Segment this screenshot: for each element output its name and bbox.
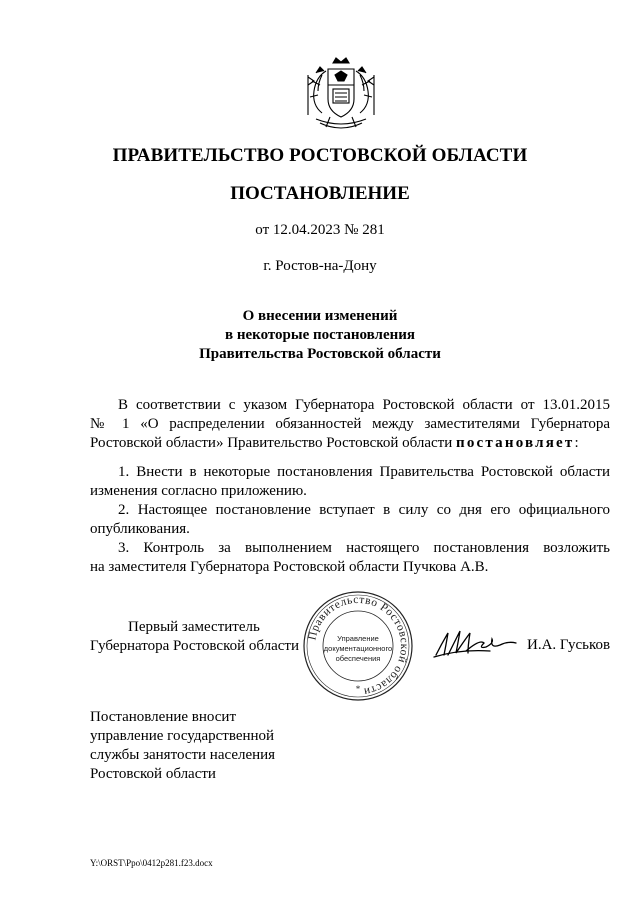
item-line: 2. Настоящее постановление вступает в силу со дня его официального — [118, 502, 610, 518]
introduced-by-line: управление государственной — [90, 728, 275, 744]
file-path: Y:\ORST\Ppo\0412p281.f23.docx — [90, 858, 213, 868]
government-title: ПРАВИТЕЛЬСТВО РОСТОВСКОЙ ОБЛАСТИ — [112, 145, 528, 166]
document-subject — [0, 307, 640, 364]
preamble-line — [90, 434, 610, 453]
introduced-by-block — [90, 708, 275, 784]
seal-inner-line: документационного — [323, 644, 393, 653]
signatory-position — [90, 618, 299, 656]
item-line: изменения согласно приложению. — [90, 483, 307, 499]
resolution-items — [90, 463, 610, 577]
document-date-number: от 12.04.2023 № 281 — [255, 222, 385, 238]
preamble-colon: : — [574, 435, 579, 451]
item-line: опубликования. — [90, 521, 190, 537]
item-line: на заместителя Губернатора Ростовской области Пучкова А.В. — [90, 559, 489, 575]
signatory-name: И.А. Гуськов — [527, 637, 611, 653]
seal-ring-text: Правительство Ростовской области — [306, 593, 411, 698]
introduced-by-line: Постановление вносит — [90, 709, 237, 725]
subject-line: Правительства Ростовской области — [199, 346, 441, 362]
introduced-by-line: Ростовской области — [90, 766, 216, 782]
subject-line: в некоторые постановления — [224, 327, 416, 343]
document-city: г. Ростов-на-Дону — [263, 258, 377, 274]
signatory-position-line: Первый заместитель — [128, 619, 260, 635]
item-line: 3. Контроль за выполнением настоящего постановления возложить — [118, 540, 610, 556]
preamble-paragraph — [90, 396, 610, 453]
seal-inner-line: обеспечения — [335, 654, 381, 663]
svg-text:*: * — [355, 684, 361, 694]
seal-inner-line: Управление — [337, 634, 379, 643]
handwritten-signature — [430, 625, 520, 665]
coat-of-arms-icon — [300, 55, 382, 137]
resolves-word: постановляет — [456, 435, 575, 451]
introduced-by-line: службы занятости населения — [90, 747, 276, 763]
official-seal-icon — [302, 590, 414, 702]
document-type-title: ПОСТАНОВЛЕНИЕ — [230, 183, 410, 204]
item-line: 1. Внести в некоторые постановления Правительства Ростовской области — [118, 464, 610, 480]
preamble-text: Ростовской области» Правительство Ростовской области — [90, 435, 456, 451]
preamble-line: № 1 «О распределении обязанностей между заместителями Губернатора — [90, 416, 610, 432]
subject-line: О внесении изменений — [242, 308, 398, 324]
signatory-position-line: Губернатора Ростовской области — [90, 638, 300, 654]
preamble-line: В соответствии с указом Губернатора Ростовской области от 13.01.2015 — [118, 397, 610, 413]
